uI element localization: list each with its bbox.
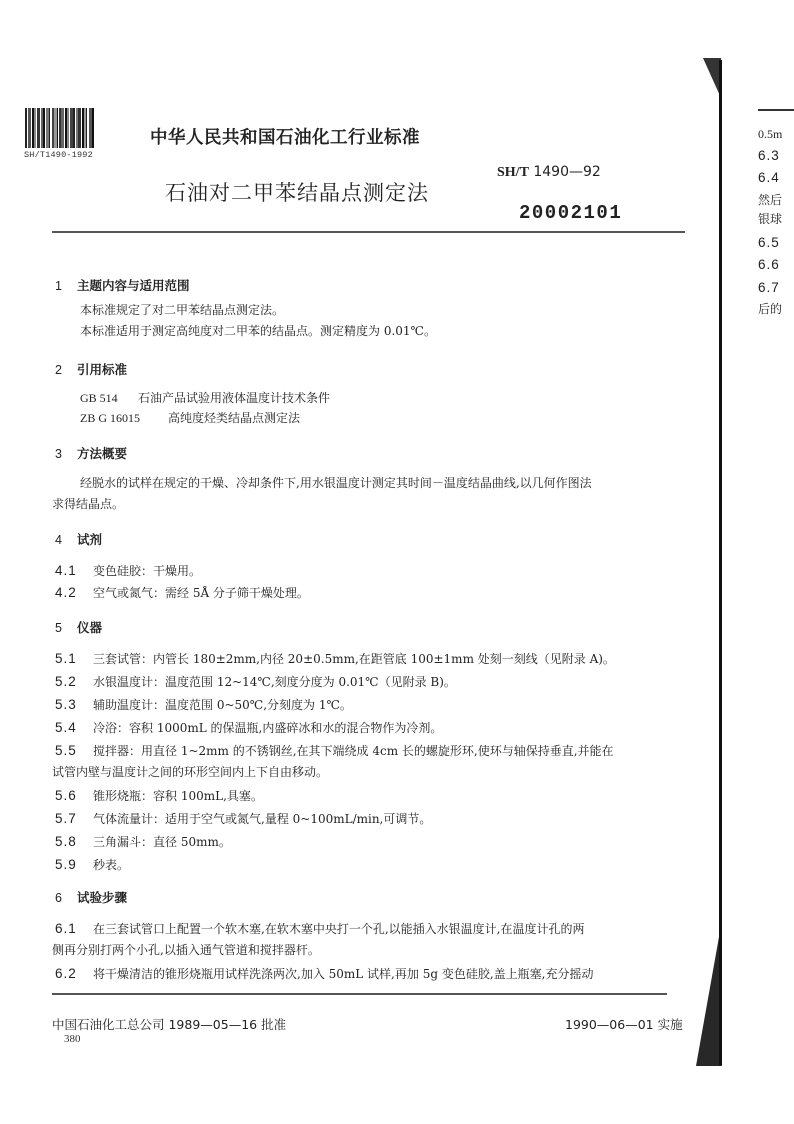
paragraph: 本标准规定了对二甲苯结晶点测定法。 <box>80 303 285 317</box>
page-binding-edge <box>719 60 722 1065</box>
section-heading-6: 6 试验步骤 <box>55 890 128 905</box>
next-page-fragment: 6.4 <box>758 170 780 185</box>
effective-date: 1990—06—01 实施 <box>565 1017 683 1032</box>
next-page-fragment: 6.7 <box>758 280 780 295</box>
list-item: 5.9 秒表。 <box>55 857 130 872</box>
list-item-continuation: 试管内壁与温度计之间的环形空间内上下自由移动。 <box>52 765 329 779</box>
standard-prefix: SH/T <box>497 165 529 180</box>
header-rule <box>52 231 685 233</box>
footer-rule <box>52 993 667 995</box>
paragraph: 本标准适用于测定高纯度对二甲苯的结晶点。测定精度为 0.01℃。 <box>80 324 436 338</box>
list-item: 5.6 锥形烧瓶：容积 100mL,具塞。 <box>55 788 263 803</box>
list-item: 4.1 变色硅胶：干燥用。 <box>55 563 202 578</box>
organization-title: 中华人民共和国石油化工行业标准 <box>150 128 420 148</box>
barcode-label: SH/T1490-1992 <box>24 150 93 160</box>
reference-code: GB 514 <box>80 391 118 405</box>
approval-note: 中国石油化工总公司 1989—05—16 批准 <box>52 1017 287 1032</box>
list-item: 5.1 三套试管：内管长 180±2mm,内径 20±0.5mm,在距管底 100±1mm 处刻一刻线（见附录 A)。 <box>55 651 615 666</box>
document-number: 20002101 <box>519 202 623 224</box>
list-item: 5.8 三角漏斗：直径 50mm。 <box>55 834 231 849</box>
reference-item <box>80 390 330 406</box>
page-number: 380 <box>64 1033 81 1045</box>
barcode <box>25 108 105 148</box>
next-page-fragment: 然后 <box>758 193 783 207</box>
list-item: 5.7 气体流量计：适用于空气或氮气,量程 0~100mL/min,可调节。 <box>55 811 432 826</box>
next-page-fragment: 0.5m <box>758 127 783 141</box>
reference-item <box>80 410 300 426</box>
section-heading-5: 5 仪器 <box>55 620 103 635</box>
paragraph: 经脱水的试样在规定的干燥、冷却条件下,用水银温度计测定其时间－温度结晶曲线,以几何作图法 <box>80 476 592 490</box>
list-item: 6.2 将干燥清洁的锥形烧瓶用试样洗涤两次,加入 50mL 试样,再加 5g 变色硅胶,盖上瓶塞,充分摇动 <box>55 966 594 981</box>
reference-name: 高纯度烃类结晶点测定法 <box>168 411 301 425</box>
standard-code <box>497 164 601 181</box>
list-item: 5.5 搅拌器：用直径 1~2mm 的不锈钢丝,在其下端绕成 4cm 长的螺旋形环,使环与轴保持垂直,并能在 <box>55 743 614 758</box>
list-item: 5.2 水银温度计：温度范围 12~14℃,刻度分度为 0.01℃（见附录 B)。 <box>55 674 456 689</box>
document-title: 石油对二甲苯结晶点测定法 <box>165 181 429 205</box>
binding-shadow-bottom <box>696 920 722 1066</box>
paragraph: 求得结晶点。 <box>52 497 125 511</box>
next-page-fragment: 6.3 <box>758 148 780 163</box>
next-page-fragment: 6.6 <box>758 257 780 272</box>
section-heading-2: 2 引用标准 <box>55 362 128 377</box>
section-heading-4: 4 试剂 <box>55 532 103 547</box>
list-item: 6.1 在三套试管口上配置一个软木塞,在软木塞中央打一个孔,以能插入水银温度计,在温度计孔的两 <box>55 921 585 936</box>
next-page-fragment: 6.5 <box>758 235 780 250</box>
list-item: 5.4 冷浴：容积 1000mL 的保温瓶,内盛碎冰和水的混合物作为冷剂。 <box>55 720 443 735</box>
list-item-continuation: 侧再分别打两个小孔,以插入通气管道和搅拌器杆。 <box>52 943 320 957</box>
list-item: 4.2 空气或氮气：需经 5Å 分子筛干燥处理。 <box>55 585 309 600</box>
reference-code: ZB G 16015 <box>80 411 140 425</box>
standard-number: 1490—92 <box>533 164 601 180</box>
list-item: 5.3 辅助温度计：温度范围 0~50℃,分刻度为 1℃。 <box>55 697 352 712</box>
section-heading-3: 3 方法概要 <box>55 446 128 461</box>
reference-name: 石油产品试验用液体温度计技术条件 <box>138 391 331 405</box>
next-page-rule <box>758 109 794 111</box>
next-page-fragment: 银球 <box>758 212 783 226</box>
section-heading-1: 1 主题内容与适用范围 <box>55 278 190 293</box>
next-page-fragment: 后的 <box>758 302 783 316</box>
